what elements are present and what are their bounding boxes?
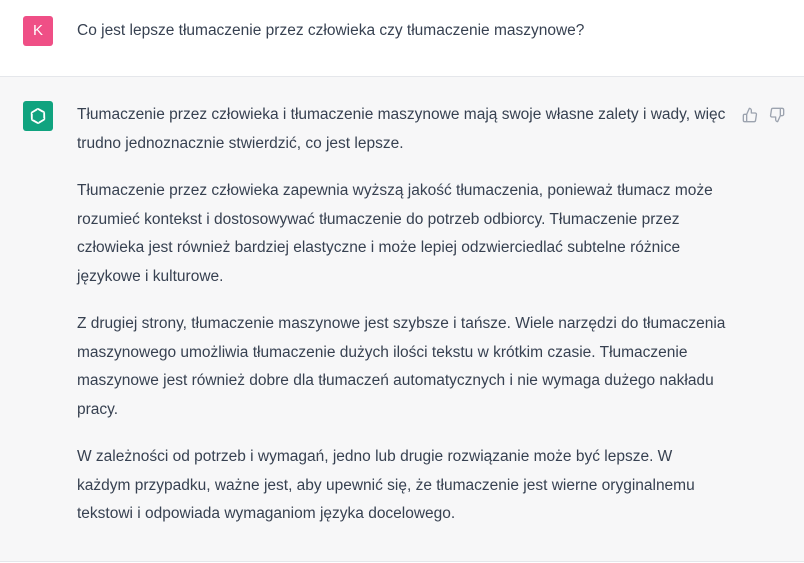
openai-logo-icon [27, 105, 49, 127]
assistant-avatar [23, 101, 53, 131]
assistant-message-row [0, 77, 804, 562]
thumbs-up-icon [742, 107, 758, 123]
user-message-text: Co jest lepsze tłumaczenie przez człowieka czy tłumaczenie maszynowe? [77, 22, 585, 39]
assistant-paragraph: Tłumaczenie przez człowieka zapewnia wyższą jakość tłumaczenia, ponieważ tłumacz może rozumieć kontekst i dostosowywać tłumaczenie do potrzeb odbiorcy. Tłumaczenie przez człowieka jest również bardziej elastyczne i może lepiej odzwierciedlać subtelne różnice językowe i kulturowe. [77, 182, 713, 285]
thumbs-down-button[interactable] [767, 105, 787, 125]
assistant-paragraph: Z drugiej strony, tłumaczenie maszynowe jest szybsze i tańsze. Wiele narzędzi do tłumaczenia maszynowego umożliwia tłumaczenie dużych ilości tekstu w krótkim czasie. Tłumaczenie maszynowe jest również dobre dla tłumaczeń automatycznych i nie wymaga dużego nakładu pracy. [77, 315, 726, 418]
thumbs-down-icon [769, 107, 785, 123]
assistant-message-text [77, 101, 727, 548]
user-avatar: K [23, 16, 53, 46]
user-message-row [0, 0, 804, 77]
assistant-paragraph: W zależności od potrzeb i wymagań, jedno lub drugie rozwiązanie może być lepsze. W każdym przypadku, ważne jest, aby upewnić się, że tłumaczenie jest wierne oryginalnemu tekstowi i odpowiada wymaganiom języka docelowego. [77, 448, 695, 522]
thumbs-up-button[interactable] [740, 105, 760, 125]
assistant-paragraph: Tłumaczenie przez człowieka i tłumaczenie maszynowe mają swoje własne zalety i wady, więc trudno jednoznacznie stwierdzić, co jest lepsze. [77, 106, 726, 152]
